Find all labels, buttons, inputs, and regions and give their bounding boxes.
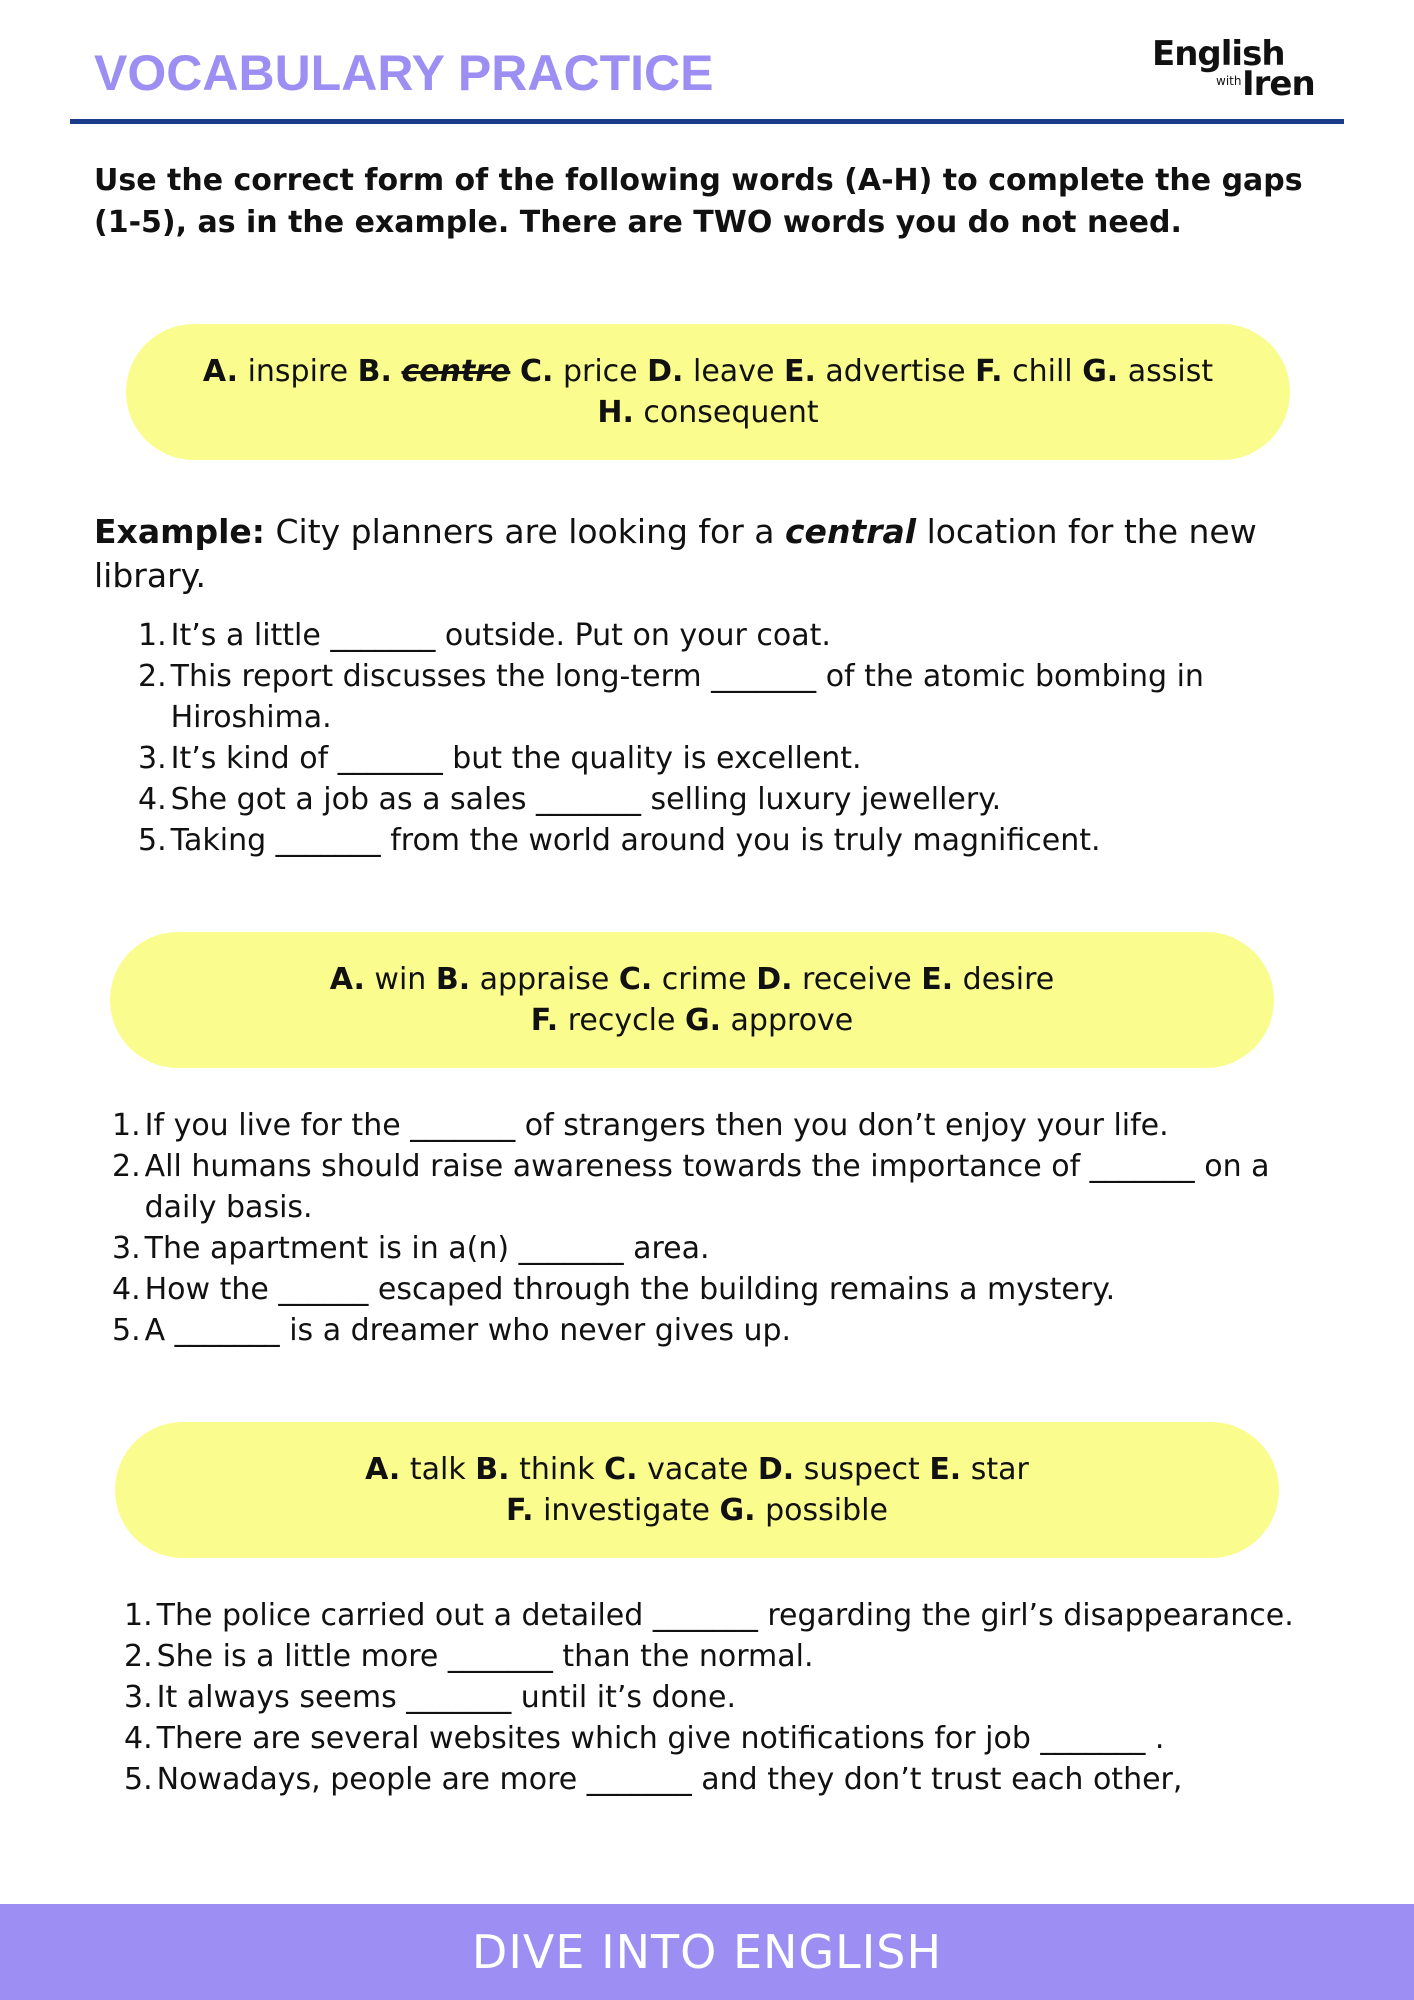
footer-banner: DIVE INTO ENGLISH	[0, 1904, 1414, 2000]
question-list-1	[138, 615, 1228, 861]
question-item: 1. It’s a little _______ outside. Put on your coat.	[138, 618, 831, 653]
word-option: G. approve	[684, 1003, 854, 1038]
question-item: 1. If you live for the _______ of strangers then you don’t enjoy your life.	[112, 1108, 1169, 1143]
word-option: E. advertise	[783, 354, 966, 389]
question-list-3	[124, 1595, 1324, 1800]
word-box-2	[110, 932, 1274, 1068]
word-option: B. appraise	[435, 962, 610, 997]
word-box-3	[115, 1422, 1279, 1558]
page-title: VOCABULARY PRACTICE	[94, 45, 714, 101]
instructions: Use the correct form of the following words (A-H) to complete the gaps (1-5), as in the example. There are TWO words you do not need.	[94, 163, 1303, 240]
word-option: G. assist	[1082, 354, 1214, 389]
word-option: C. price	[519, 354, 638, 389]
question-item: 5. Nowadays, people are more _______ and they don’t trust each other,	[124, 1762, 1183, 1797]
word-option: C. vacate	[604, 1452, 749, 1487]
word-option: F. chill	[975, 354, 1073, 389]
word-option: C. crime	[618, 962, 747, 997]
word-list	[175, 1449, 1219, 1531]
header-divider	[70, 119, 1344, 124]
question-item: 3. The apartment is in a(n) _______ area.	[112, 1231, 710, 1266]
question-item: 2. She is a little more _______ than the normal.	[124, 1639, 814, 1674]
example-sentence: Example: City planners are looking for a central location for the new library.	[94, 512, 1257, 595]
logo-text-english: English	[1152, 34, 1285, 74]
question-item: 5. A _______ is a dreamer who never gives up.	[112, 1313, 792, 1348]
logo-text-with: with	[1216, 74, 1242, 88]
brand-logo	[1152, 34, 1315, 104]
crossed-out-word: centre	[401, 354, 511, 389]
question-item: 4. She got a job as a sales _______ selling luxury jewellery.	[138, 782, 1002, 817]
word-option: B. think	[475, 1452, 595, 1487]
question-item: 3. It always seems _______ until it’s done.	[124, 1680, 736, 1715]
word-option: E. star	[929, 1452, 1029, 1487]
word-option: D. leave	[647, 354, 775, 389]
word-option: D. suspect	[757, 1452, 920, 1487]
word-option: H. consequent	[597, 395, 819, 430]
word-option: G. possible	[719, 1493, 888, 1528]
word-option: E. desire	[921, 962, 1055, 997]
example-keyword: central	[785, 512, 917, 551]
question-item: 5. Taking _______ from the world around you is truly magnificent.	[138, 823, 1101, 858]
question-item: 4. How the ______ escaped through the building remains a mystery.	[112, 1272, 1116, 1307]
word-option: B. centre	[357, 354, 511, 389]
example-label: Example:	[94, 512, 265, 551]
word-list	[170, 959, 1214, 1041]
word-option: A. inspire	[202, 354, 349, 389]
word-option: F. recycle	[530, 1003, 676, 1038]
word-option: A. talk	[365, 1452, 466, 1487]
word-box-1	[126, 324, 1290, 460]
word-option: F. investigate	[506, 1493, 710, 1528]
word-list	[186, 351, 1230, 433]
question-list-2	[112, 1105, 1282, 1351]
question-item: 4. There are several websites which give notifications for job _______ .	[124, 1721, 1165, 1756]
question-item: 1. The police carried out a detailed _______ regarding the girl’s disappearance.	[124, 1598, 1294, 1633]
question-item: 2. This report discusses the long-term _______ of the atomic bombing in Hiroshima.	[138, 659, 1204, 735]
question-item: 3. It’s kind of _______ but the quality is excellent.	[138, 741, 862, 776]
question-item: 2. All humans should raise awareness towards the importance of _______ on a daily basis.	[112, 1149, 1270, 1225]
word-option: D. receive	[756, 962, 912, 997]
word-option: A. win	[329, 962, 427, 997]
logo-text-iren: Iren	[1242, 64, 1315, 104]
